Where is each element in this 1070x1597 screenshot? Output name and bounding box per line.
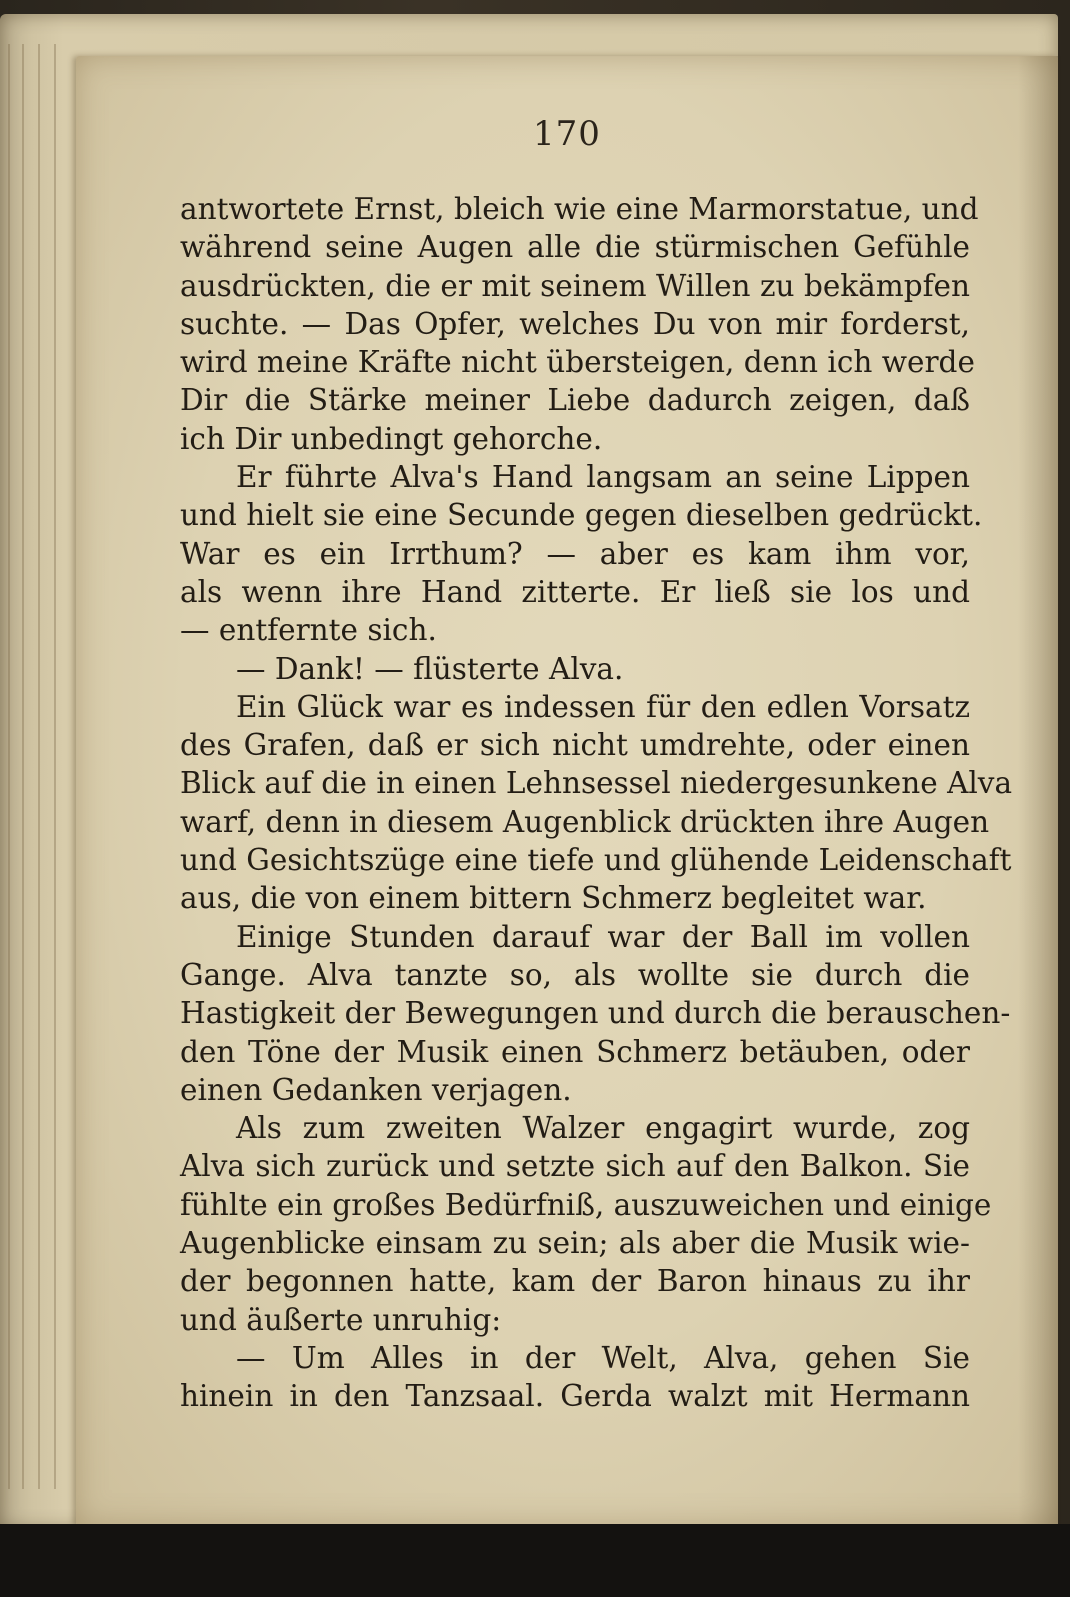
text-line: warf, denn in diesem Augenblick drückten ihre Augen (180, 804, 990, 839)
text-line: als wenn ihre Hand zitterte. Er ließ sie los und (180, 574, 970, 609)
text-line: während seine Augen alle die stürmischen Gefühle (180, 230, 970, 265)
text-line: — Um Alles in der Welt, Alva, gehen Sie (236, 1340, 970, 1375)
body-text (180, 190, 1013, 1416)
text-line: ausdrückten, die er mit seinem Willen zu bekämpfen (180, 268, 970, 303)
page-edge-line (54, 44, 56, 1489)
text-line: und Gesichtszüge eine tiefe und glühende Leidenschaft (180, 843, 1012, 878)
text-line: fühlte ein großes Bedürfniß, auszuweichen und einige (180, 1187, 992, 1222)
text-line: der begonnen hatte, kam der Baron hinaus zu ihr (180, 1264, 970, 1299)
text-line: hinein in den Tanzsaal. Gerda walzt mit Hermann (180, 1379, 970, 1414)
text-line: Als zum zweiten Walzer engagirt wurde, zog (236, 1111, 970, 1146)
text-line: antwortete Ernst, bleich wie eine Marmorstatue, und (180, 192, 979, 226)
text-line: War es ein Irrthum? — aber es kam ihm vor, (180, 536, 970, 571)
text-line: Augenblicke einsam zu sein; als aber die Musik wie- (180, 1226, 970, 1261)
page-edge-line (8, 44, 10, 1489)
page-edge-line (38, 44, 40, 1489)
text-line: ich Dir unbedingt gehorche. (180, 421, 603, 456)
text-line: des Grafen, daß er sich nicht umdrehte, oder einen (180, 728, 970, 763)
gutter-shadow (1018, 56, 1058, 1526)
text-line: einen Gedanken verjagen. (180, 1072, 572, 1107)
text-line: wird meine Kräfte nicht übersteigen, denn ich werde (180, 345, 975, 380)
text-line: und äußerte unruhig: (180, 1302, 502, 1337)
page-edge-line (22, 44, 24, 1489)
text-line: Er führte Alva's Hand langsam an seine Lippen (236, 460, 970, 495)
book-page (76, 56, 1058, 1526)
text-line: — entfernte sich. (180, 613, 437, 648)
page-number: 170 (533, 114, 601, 154)
text-line: suchte. — Das Opfer, welches Du von mir forderst, (180, 306, 970, 341)
text-line: Einige Stunden darauf war der Ball im vollen (236, 919, 970, 954)
text-line: Alva sich zurück und setzte sich auf den Balkon. Sie (180, 1149, 970, 1184)
text-line: und hielt sie eine Secunde gegen dieselben gedrückt. (180, 498, 983, 533)
text-line: Hastigkeit der Bewegungen und durch die berauschen- (180, 996, 1011, 1031)
text-line: den Töne der Musik einen Schmerz betäuben, oder (180, 1034, 970, 1069)
book-bottom-edge (0, 1524, 1070, 1597)
text-line: aus, die von einem bittern Schmerz begleitet war. (180, 881, 927, 916)
text-line: Dir die Stärke meiner Liebe dadurch zeigen, daß (180, 383, 970, 418)
text-line: — Dank! — flüsterte Alva. (236, 651, 624, 686)
text-line: Blick auf die in einen Lehnsessel niedergesunkene Alva (180, 766, 1013, 801)
text-line: Ein Glück war es indessen für den edlen Vorsatz (236, 689, 970, 724)
text-line: Gange. Alva tanzte so, als wollte sie durch die (180, 957, 970, 992)
